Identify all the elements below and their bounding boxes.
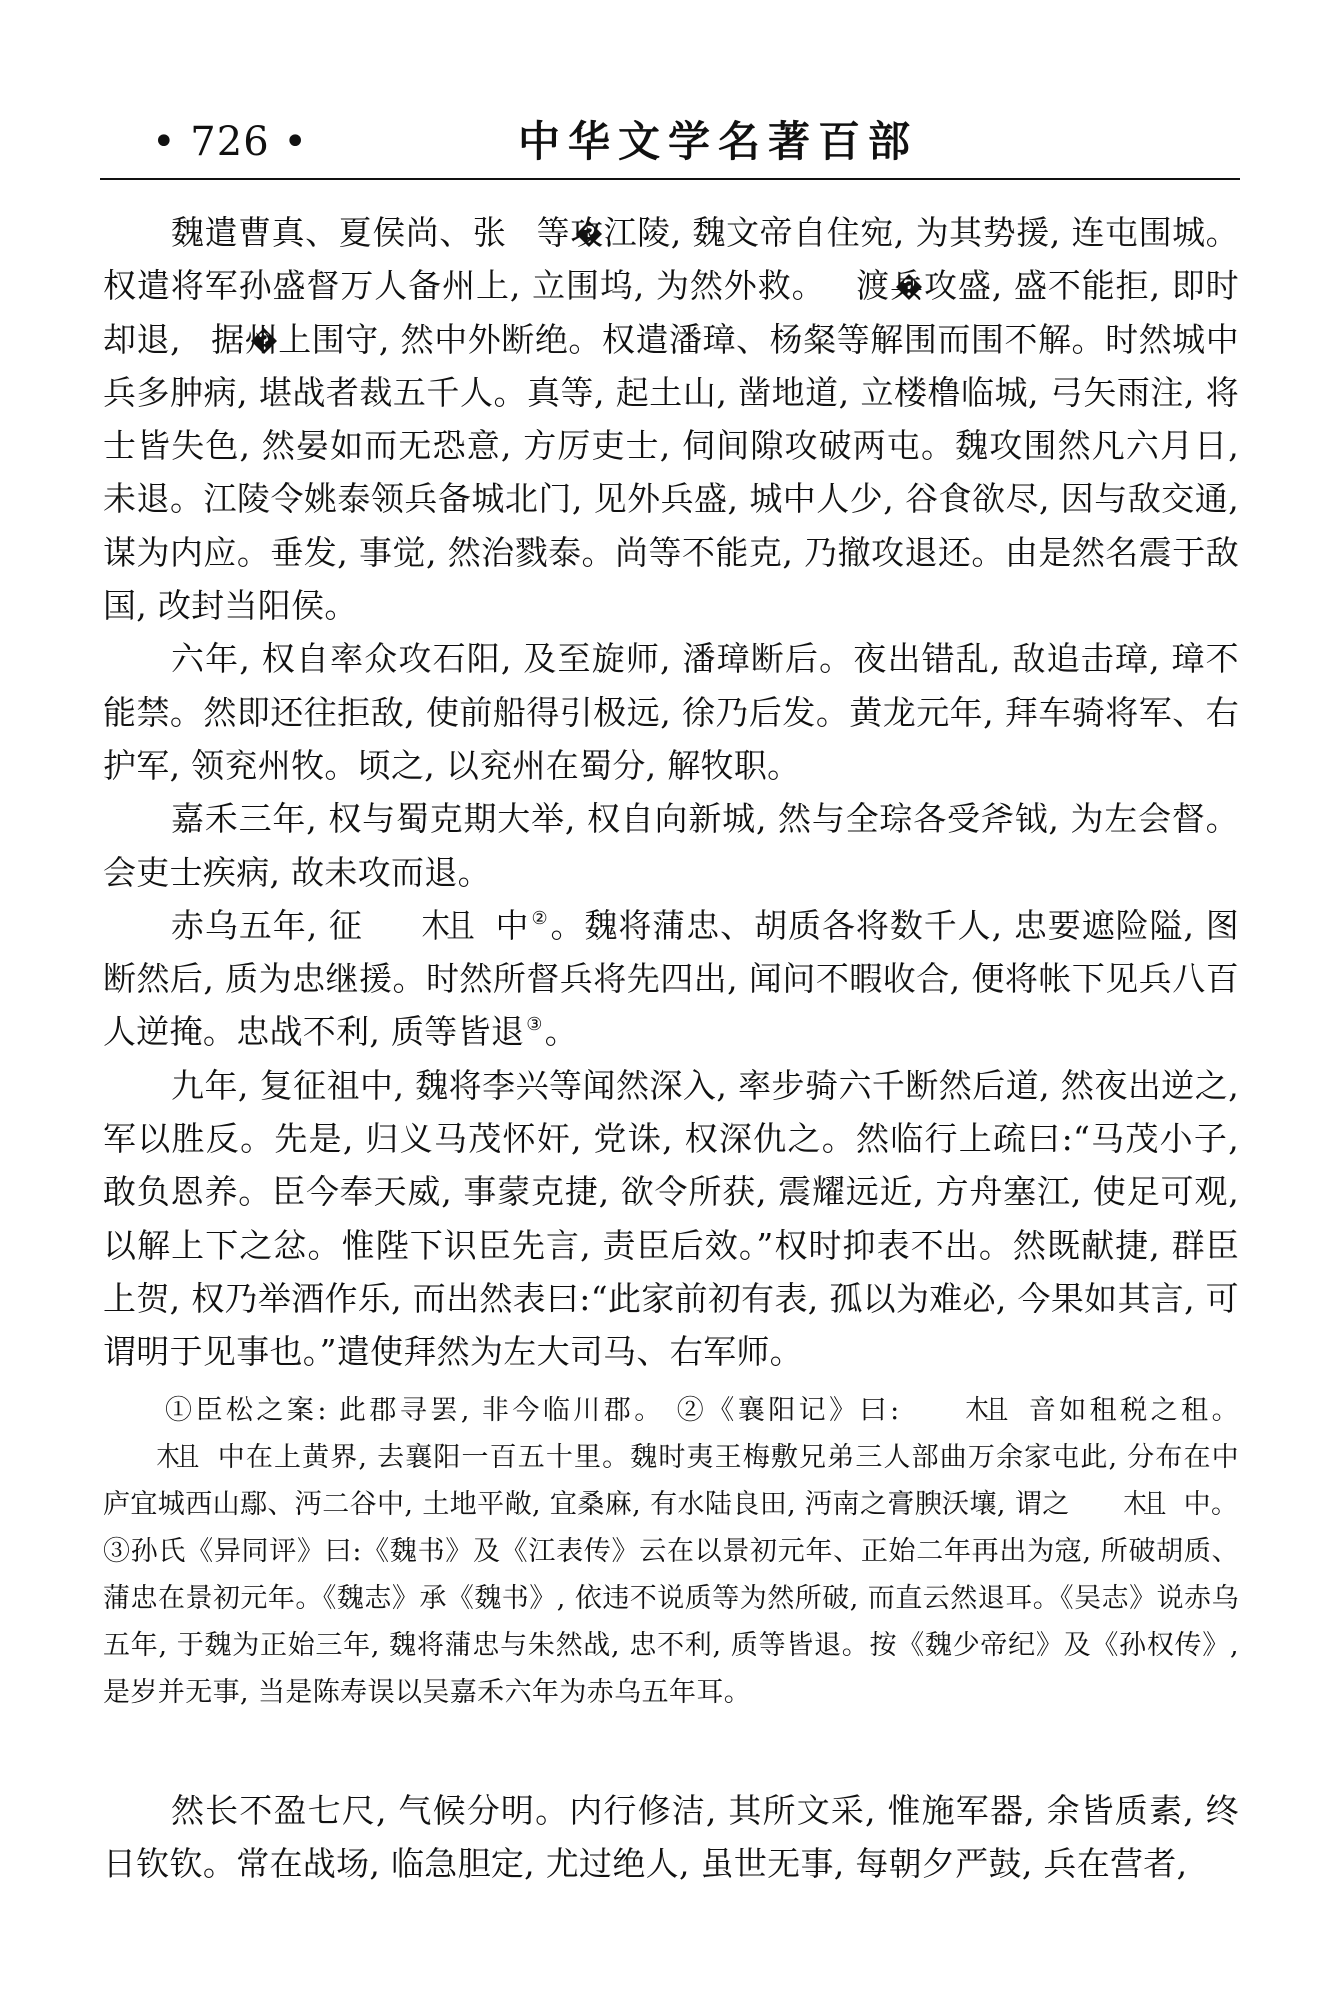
paragraph-4-text-a: 赤乌五年, 征 (171, 905, 363, 945)
paragraph-1 (103, 206, 1239, 632)
paragraph-3: 嘉禾三年, 权与蜀克期大举, 权自向新城, 然与全琮各受斧钺, 为左会督。会吏士疾病, 故未攻而退。 (103, 799, 1239, 892)
main-text (103, 206, 1239, 1890)
paragraph-2: 六年, 权自率众攻石阳, 及至旋师, 潘璋断后。夜出错乱, 敌追击璋, 璋不能禁。然即还往拒敌, 使前船得引极远, 徐乃后发。黄龙元年, 拜车骑将军、右护军, 领兖州牧。顷之, 以兖州在蜀分, 解牧职。 (103, 639, 1239, 785)
combined-character: 木且 (156, 1441, 196, 1473)
footnote-1-2 (103, 1387, 1239, 1528)
paragraph-1-text-d: 据州上围守, 然中外断绝。权遣潘璋、杨粲等解围而围不解。时然城中兵多肿病, 堪战者裁五千人。真等, 起土山, 凿地道, 立楼橹临城, 弓矢雨注, 将士皆失色, 然晏如而无恐意, 方厉吏士, 伺间隙攻破两屯。魏攻围然凡六月日, 未退。江陵令姚泰领兵备城北门, 见外兵盛, 城中人少, 谷食欲尽, 因与敌交通, 谋为内应。垂发, 事觉, 然治戮泰。尚等不能克, 乃撤攻退还。由是然名震于敌国, 改封当阳侯。 (103, 319, 1239, 626)
paragraph-4-text-d: 。 (544, 1012, 578, 1052)
combined-character: 木且 (1122, 1488, 1163, 1520)
footnotes (103, 1387, 1239, 1716)
footnote-text-d: 中。 (1183, 1488, 1239, 1520)
footnote-marker: ③ (526, 1014, 543, 1036)
paragraph-5: 九年, 复征祖中, 魏将李兴等闻然深入, 率步骑六千断然后道, 然夜出逆之, 军以胜反。先是, 归义马茂怀奸, 党诛, 权深仇之。然临行上疏曰:“马茂小子, 敢负恩养。臣今奉天威, 事蒙克捷, 欲令所获, 震耀远近, 方舟塞江, 使足可观, 以解上下之忿。惟陛下识臣先言, 责臣后效。”权时抑表不出。然既献捷, 群臣上贺, 权乃举酒作乐, 而出然表曰:“此家前初有表, 孤以为难必, 今果如其言, 可谓明于见事也。”遣使拜然为左大司马、右军师。 (103, 1065, 1239, 1372)
combined-character: 木且 (964, 1394, 1005, 1426)
missing-character-icon (827, 263, 855, 291)
paragraph-6: 然长不盈七尺, 气候分明。内行修洁, 其所文采, 惟施军器, 余皆质素, 终日钦钦。常在战场, 临急胆定, 尤过绝人, 虽世无事, 每朝夕严鼓, 兵在营者, (103, 1790, 1239, 1883)
section-gap (103, 1716, 1239, 1784)
page-header (100, 108, 1240, 178)
paragraph-1-text-b: 等攻江陵, 魏文帝自住宛, 为其势援, 连屯围城。权遣将军孙盛督万人备州上, 立围坞, 为然外救。 (103, 213, 1239, 306)
paragraph-1-text-c: 渡兵攻盛, 盛不能拒, 即时却退, (103, 266, 1239, 359)
missing-character-icon (182, 317, 210, 345)
header-rule (100, 178, 1240, 180)
paragraph-1-text-a: 魏遣曹真、夏侯尚、张 (171, 213, 507, 252)
paragraph-4-text-b: 中 (494, 905, 530, 945)
missing-character-icon (507, 210, 535, 238)
paragraph-4-text-c: 。魏将蒲忠、胡质各将数千人, 忠要遮险隘, 图断然后, 质为忠继援。时然所督兵将先四出, 闻问不暇收合, 便将帐下见兵八百人逆掩。忠战不利, 质等皆退 (103, 905, 1239, 1052)
footnote-text-b: 音如租税之租。 (1025, 1394, 1239, 1426)
book-title: 中华文学名著百部 (518, 117, 919, 166)
footnote-text-a: ①臣松之案: 此郡寻罢, 非今临川郡。 ②《襄阳记》曰: (165, 1394, 912, 1426)
combined-character: 木且 (421, 905, 472, 945)
paragraph-4 (103, 899, 1239, 1059)
footnote-marker: ② (531, 907, 549, 929)
page-number: • 726 • (152, 119, 308, 165)
footnote-text-c: 中在上黄界, 去襄阳一百五十里。魏时夷王梅敷兄弟三人部曲万余家屯此, 分布在中庐宜城西山鄢、沔二谷中, 土地平敞, 宜桑麻, 有水陆良田, 沔南之膏腴沃壤, 谓之 (103, 1441, 1239, 1520)
footnote-3: ③孙氏《异同评》曰:《魏书》及《江表传》云在以景初元年、正始二年再出为寇, 所破胡质、蒲忠在景初元年。《魏志》承《魏书》, 依违不说质等为然所破, 而直云然退耳。《吴志》说赤乌五年, 于魏为正始三年, 魏将蒲忠与朱然战, 忠不利, 质等皆退。按《魏少帝纪》及《孙权传》, 是岁并无事, 当是陈寿误以吴嘉禾六年为赤乌五年耳。 (103, 1535, 1239, 1708)
